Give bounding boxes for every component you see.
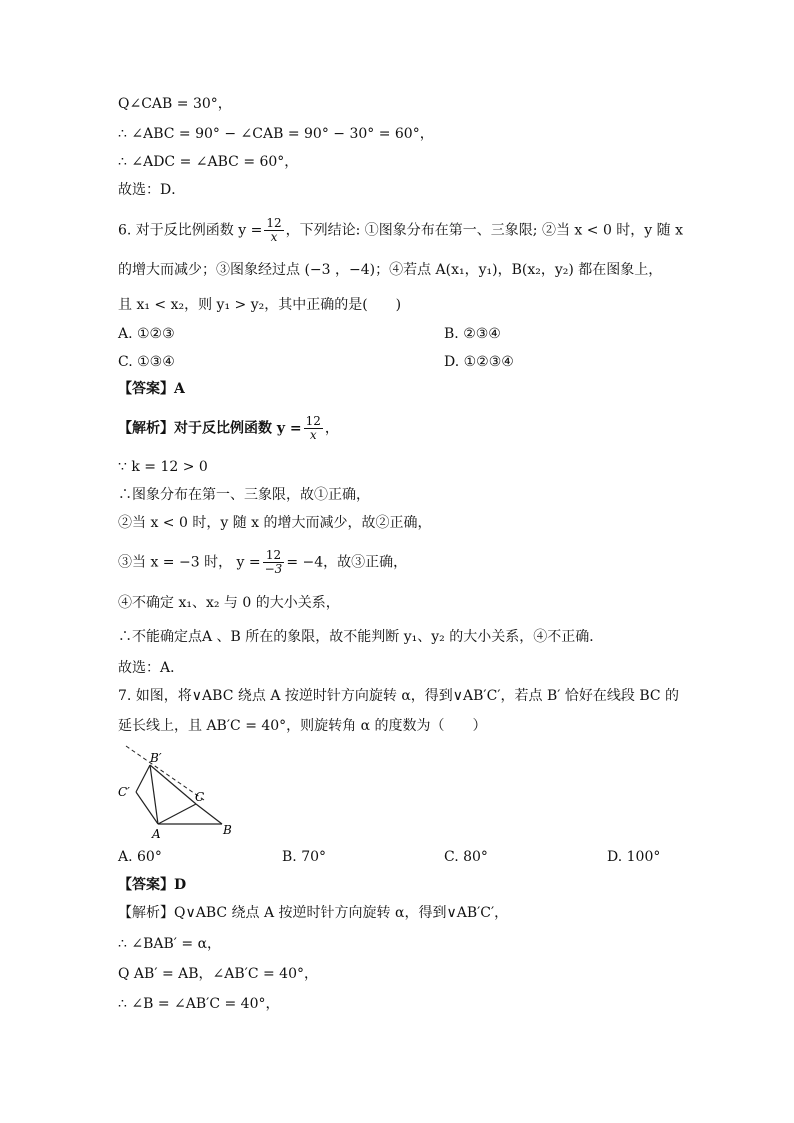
q6-answer: 【答案】A [118,381,185,397]
q6-analysis-part-b: ， [324,420,339,437]
q6-analysis-title [118,415,734,442]
q6-analysis-part-a: 【解析】对于反比例函数 y = [118,420,302,437]
line-2: ∴ ∠ABC = 90° − ∠CAB = 90° − 30° = 60°， [118,126,434,142]
segment-b-prime-c [150,765,196,804]
line-4: 故选：D． [118,182,186,198]
q7-option-c: C. 80° [444,849,488,865]
segment-b-prime-c-prime [136,765,150,792]
q7-analysis-title: 【解析】Q∨ABC 绕点 A 按逆时针方向旋转 α，得到∨AB′C′， [118,905,509,921]
question-7-stem: 7. 如图，将∨ABC 绕点 A 按逆时针方向旋转 α，得到∨AB′C′，若点 B′ 恰好在线段 BC 的 [118,688,680,704]
segment-c-b [196,804,222,824]
line-26: ∴ ∠B = ∠AB′C = 40°， [118,996,280,1012]
q7-option-b: B. 70° [282,849,327,865]
q7-option-a: A. 60° [118,849,162,865]
line-15-part-a: ③当 x = −3 时， y = [118,554,261,571]
fraction-12-over-neg3 [263,549,285,576]
q6-option-a: A. ①②③ [118,326,175,342]
line-24: ∴ ∠BAB′ = α， [118,936,222,952]
q6-stem-part-b: ，下列结论: ①图象分布在第一、三象限; ②当 x < 0 时，y 随 x [285,222,684,239]
label-a: A [152,827,161,841]
segment-a-c [158,804,196,824]
line-14: ②当 x < 0 时，y 随 x 的增大而减少，故②正确， [118,515,432,531]
line-7: 且 x₁ < x₂，则 y₁ > y₂，其中正确的是( ) [118,297,402,313]
line-3: ∴ ∠ADC = ∠ABC = 60°， [118,154,299,170]
fraction-denominator: x [309,428,317,442]
line-13: ∴图象分布在第一、三象限，故①正确， [118,487,370,503]
label-b-prime: B′ [150,751,162,765]
line-20: 延长线上，且 AB′C = 40°，则旋转角 α 的度数为（ ） [118,718,487,734]
q7-answer: 【答案】D [118,877,187,893]
line-16: ④不确定 x₁、x₂ 与 0 的大小关系， [118,595,340,611]
q6-option-d: D. ①②③④ [444,354,514,370]
dashed-extension-line [126,746,204,800]
fraction-denominator: x [270,230,278,244]
fraction-numerator: 12 [266,216,282,230]
fraction-numerator: 12 [305,414,321,428]
line-1: Q∠CAB = 30°， [118,96,232,112]
q7-option-d: D. 100° [607,849,661,865]
line-17: ∴不能确定点A 、B 所在的象限，故不能判断 y₁、y₂ 的大小关系，④不正确． [118,629,604,645]
q6-option-c: C. ①③④ [118,354,175,370]
line-6: 的增大而减少；③图象经过点 (−3 ，−4)；④若点 A(x₁，y₁)，B(x₂，y₂) 都在图象上， [118,262,663,278]
line-12: ∵ k = 12 > 0 [118,459,208,475]
line-15-part-b: = −4，故③正确， [286,554,408,571]
fraction-12-over-x-2 [304,415,323,442]
label-b: B [223,823,232,837]
fraction-denominator: −3 [264,562,283,576]
line-15 [118,549,734,576]
rotation-triangle-figure [112,742,252,842]
fraction-12-over-x [264,217,283,244]
label-c-prime: C′ [118,785,130,799]
line-25: Q AB′ = AB，∠AB′C = 40°， [118,966,318,982]
label-c: C [195,790,205,804]
fraction-numerator: 12 [263,549,285,563]
question-6-stem [118,217,734,244]
q6-option-b: B. ②③④ [444,326,501,342]
q6-stem-part-a: 6. 对于反比例函数 y = [118,222,263,239]
line-18: 故选：A． [118,660,185,676]
